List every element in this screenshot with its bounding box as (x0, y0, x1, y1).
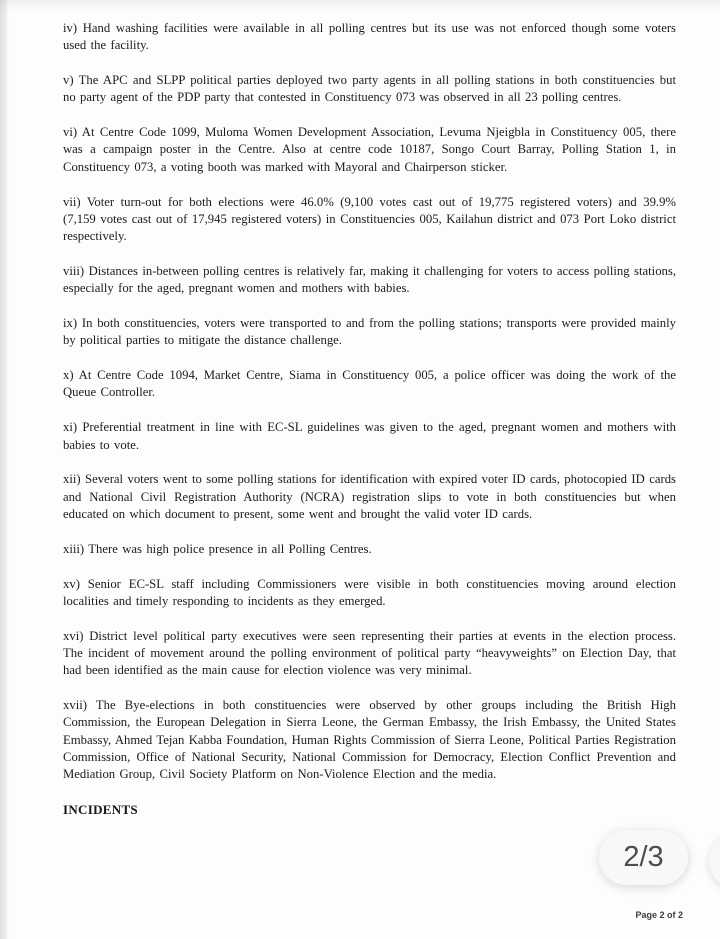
scrollbar-thumb[interactable] (709, 833, 720, 889)
paragraph-xvii: xvii) The Bye-elections in both constituencies were observed by other groups including the British High Commission, the European Delegation in Sierra Leone, the German Embassy, the Irish Embassy, the United States Embassy, Ahmed Tejan Kabba Foundation, Human Rights Commission of Sierra Leone, Political Parties Registration Commission, Office of National Security, National Commission for Democracy, Election Conflict Prevention and Mediation Group, Civil Society Platform on Non-Violence Election and the media. (63, 698, 676, 782)
paragraph-viii: viii) Distances in-between polling centres is relatively far, making it challenging for voters to access polling stations, especially for the aged, pregnant women and mothers with babies. (63, 263, 676, 296)
paragraph-xiii: xiii) There was high police presence in all Polling Centres. (63, 541, 372, 556)
paragraph-xii: xii) Several voters went to some polling stations for identification with expired voter ID cards, photocopied ID cards and National Civil Registration Authority (NCRA) registration slips to vote in both constituencies but when educated on which document to present, some went and brought the valid voter ID cards. (63, 472, 676, 521)
paragraph-xv: xv) Senior EC-SL staff including Commissioners were visible in both constituencies moving around election localities and timely responding to incidents as they emerged. (63, 576, 676, 608)
page-position-label: 2/3 (623, 841, 664, 873)
paragraph-iv: iv) Hand washing facilities were available in all polling centres but its use was not enforced though some voters used the facility. (63, 21, 676, 53)
page-top-shadow (0, 0, 720, 12)
paragraph-ix: ix) In both constituencies, voters were transported to and from the polling stations; transports were provided mainly by political parties to mitigate the distance challenge. (63, 316, 676, 348)
page-edge-shadow (0, 0, 9, 939)
paragraph-vi: vi) At Centre Code 1099, Muloma Women Development Association, Levuma Njeigbla in Constituency 005, there was a campaign poster in the Centre. Also at centre code 10187, Songo Court Barray, Polling Station 1, in Constituency 073, a voting booth was marked with Mayoral and Chairperson sticker. (63, 125, 676, 174)
paragraph-xi: xi) Preferential treatment in line with EC-SL guidelines was given to the aged, pregnant women and mothers with babies to vote. (63, 420, 676, 452)
paragraph-xvi: xvi) District level political party executives were seen representing their parties at events in the election process. The incident of movement around the polling environment of political party “heavyweights” on Election Day, that had been identified as the main cause for election violence was very minimal. (63, 628, 676, 678)
incidents-heading: INCIDENTS (63, 802, 138, 817)
page-position-indicator (599, 830, 688, 885)
document-page (63, 20, 676, 818)
paragraph-vii: vii) Voter turn-out for both elections were 46.0% (9,100 votes cast out of 19,775 registered voters) and 39.9% (7,159 votes cast out of 17,945 registered voters) in Constituencies 005, Kailahun district and 073 Port Loko district respectively. (63, 194, 676, 244)
paragraph-x: x) At Centre Code 1094, Market Centre, Siama in Constituency 005, a police officer was doing the work of the Queue Controller. (63, 368, 676, 400)
paragraph-v: v) The APC and SLPP political parties deployed two party agents in all polling stations in both constituencies but no party agent of the PDP party that contested in Constituency 073 was observed in all 23 polling centres. (63, 73, 676, 105)
page-footer: Page 2 of 2 (635, 910, 683, 920)
